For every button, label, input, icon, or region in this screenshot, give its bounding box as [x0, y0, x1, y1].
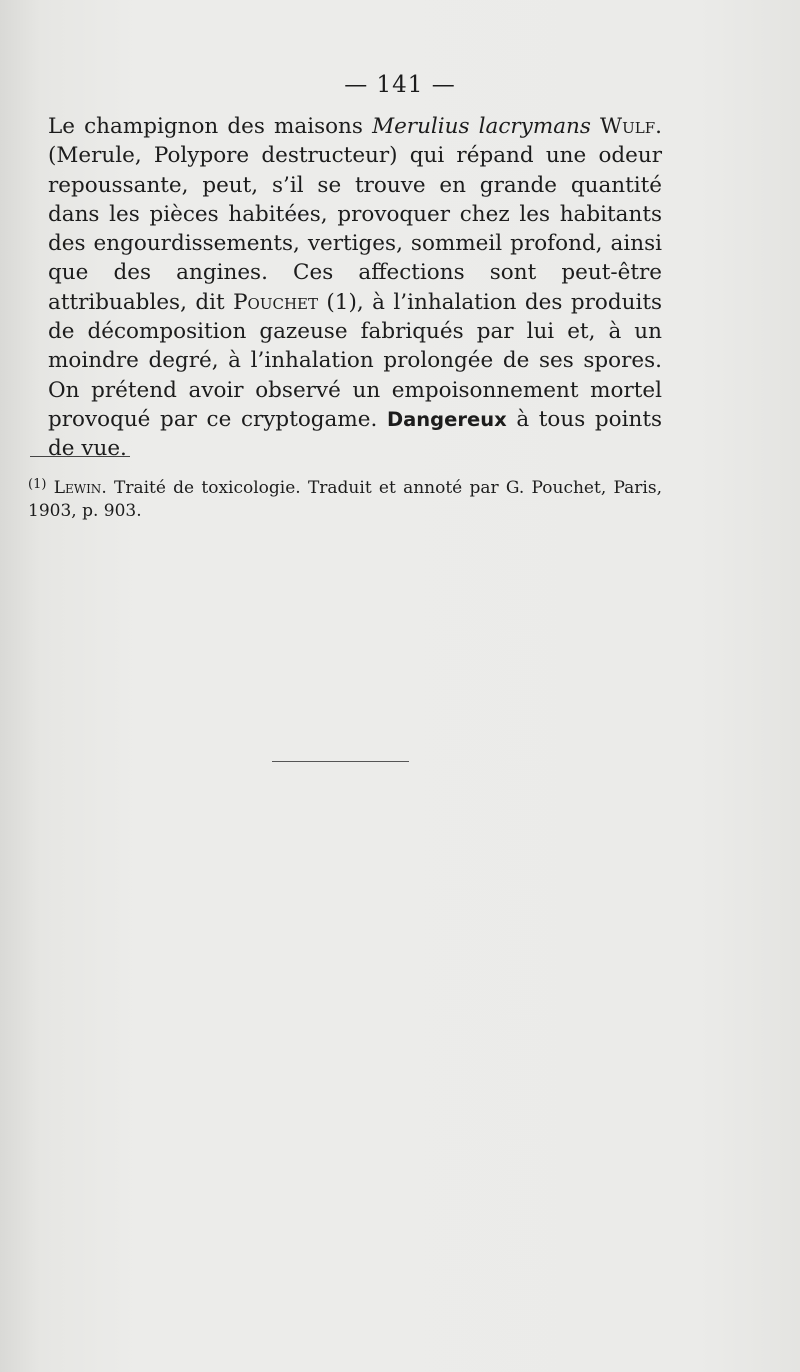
- paragraph-body: . (Merule, Polypore destructeur) qui répand une odeur repoussante, peut, s’il se trouve en grande quantité dans les pièces habitées, provoquer chez les habitants des engourdissements, vertiges, sommeil profond, ainsi que des angines. Ces affections sont peut-être attribuables, dit: [48, 114, 662, 315]
- footnote-text: . Traité de toxicologie. Traduit et annoté par G. Pouchet, Paris, 1903, p. 903.: [28, 478, 662, 521]
- paragraph-closing: à tous points de vue.: [48, 406, 662, 462]
- footnote: [28, 474, 662, 522]
- warning-text: Dangereux: [386, 407, 507, 431]
- species-name: Merulius lacrymans: [372, 114, 591, 139]
- page-number: — 141 —: [344, 72, 456, 98]
- paragraph-intro: Le champignon des maisons: [48, 114, 373, 139]
- footnote-divider: [30, 456, 130, 457]
- paragraph-continuation: (1), à l’inhalation des produits de décomposition gazeuse fabriqués par lui et, à un moindre degré, à l’inhalation prolongée de ses spores. On prétend avoir observé un empoisonnement mortel provoqué par ce cryptogame.: [48, 289, 663, 432]
- species-author: Wulf: [600, 114, 656, 139]
- cited-author: Pouchet: [233, 289, 318, 315]
- footnote-author: Lewin: [53, 478, 102, 498]
- section-end-rule: [272, 761, 409, 762]
- body-paragraph: [26, 112, 662, 464]
- footnote-marker: (1): [28, 477, 47, 492]
